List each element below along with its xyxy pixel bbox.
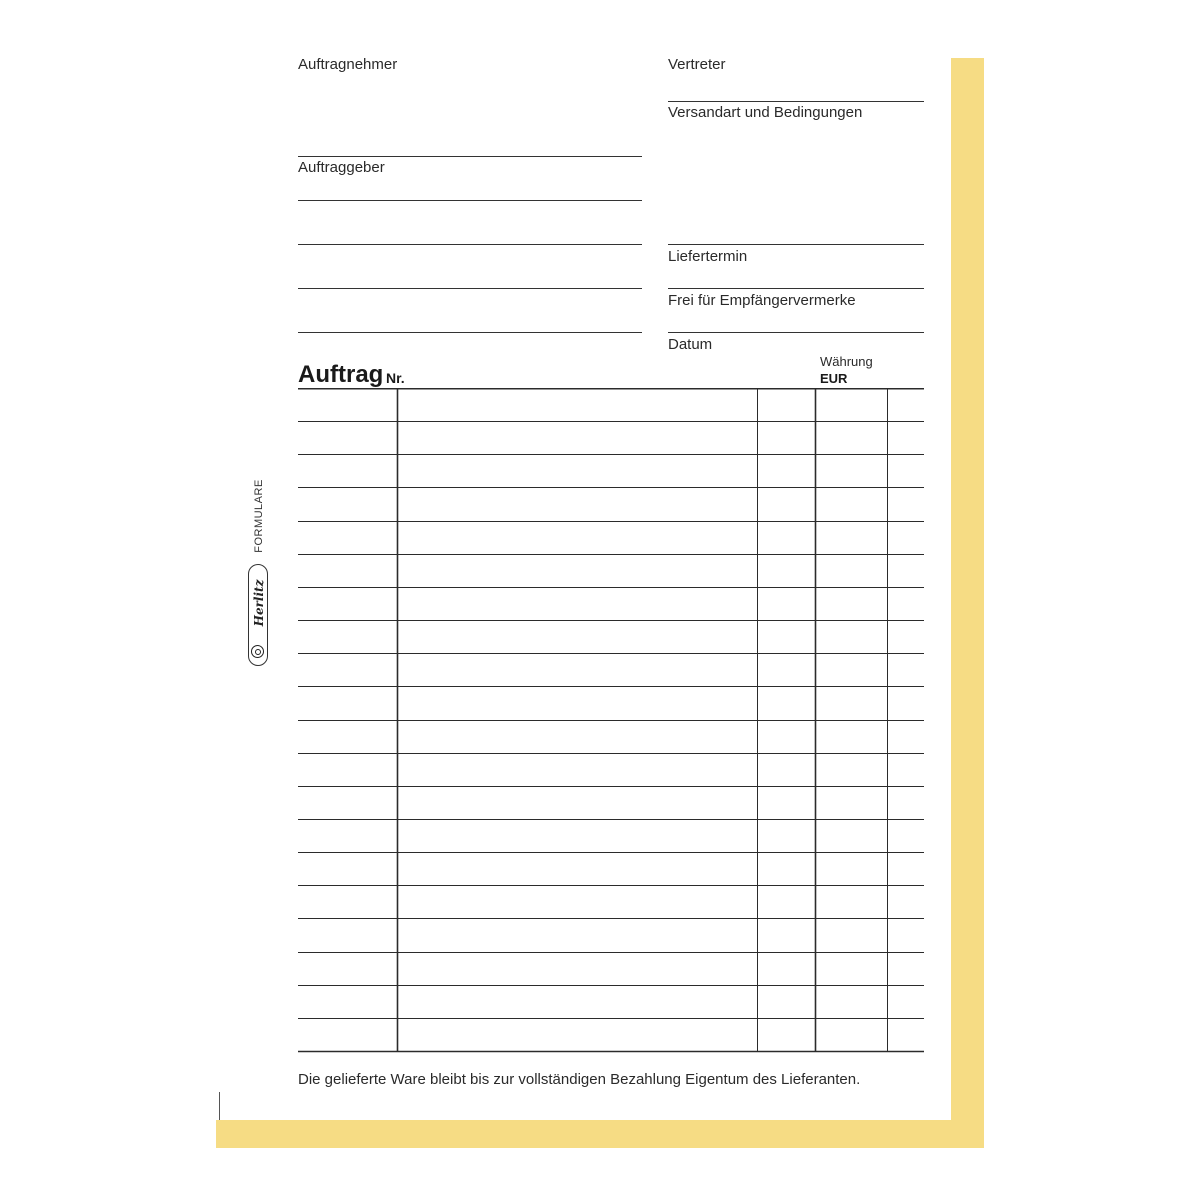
order-items-grid (298, 388, 925, 1053)
carbon-copy-sheet-bottom (216, 1120, 984, 1148)
client-field-line[interactable] (298, 244, 642, 245)
brand-series-text: FORMULARE (253, 479, 265, 553)
representative-field-line[interactable] (668, 101, 924, 102)
contractor-field-line[interactable] (298, 156, 642, 157)
spiral-logo-icon (251, 645, 264, 658)
shipping-label: Versandart und Bedingungen (668, 104, 863, 121)
client-label: Auftraggeber (298, 159, 385, 176)
recipient-notes-label: Frei für Empfängervermerke (668, 292, 856, 309)
retention-of-title-notice: Die gelieferte Ware bleibt bis zur vollständigen Bezahlung Eigentum des Lieferanten. (298, 1071, 861, 1088)
recipient-notes-field-line[interactable] (668, 332, 924, 333)
order-number-label[interactable]: Nr. (386, 370, 405, 386)
client-field-line[interactable] (298, 332, 642, 333)
contractor-label: Auftragnehmer (298, 56, 398, 73)
sheet-edge-line (219, 1092, 220, 1120)
representative-label: Vertreter (668, 56, 726, 73)
delivery-date-label: Liefertermin (668, 248, 748, 265)
carbon-copy-sheet-right (951, 58, 984, 1148)
currency-value: EUR (820, 371, 848, 386)
logo-wordmark: Herlitz (252, 579, 266, 627)
client-field-line[interactable] (298, 200, 642, 201)
shipping-field-line[interactable] (668, 244, 924, 245)
date-label: Datum (668, 336, 713, 353)
currency-label: Währung (820, 354, 873, 369)
client-field-line[interactable] (298, 288, 642, 289)
delivery-date-field-line[interactable] (668, 288, 924, 289)
order-items-table[interactable] (298, 388, 925, 1053)
order-title: Auftrag (298, 361, 384, 388)
herlitz-logo (248, 564, 268, 666)
